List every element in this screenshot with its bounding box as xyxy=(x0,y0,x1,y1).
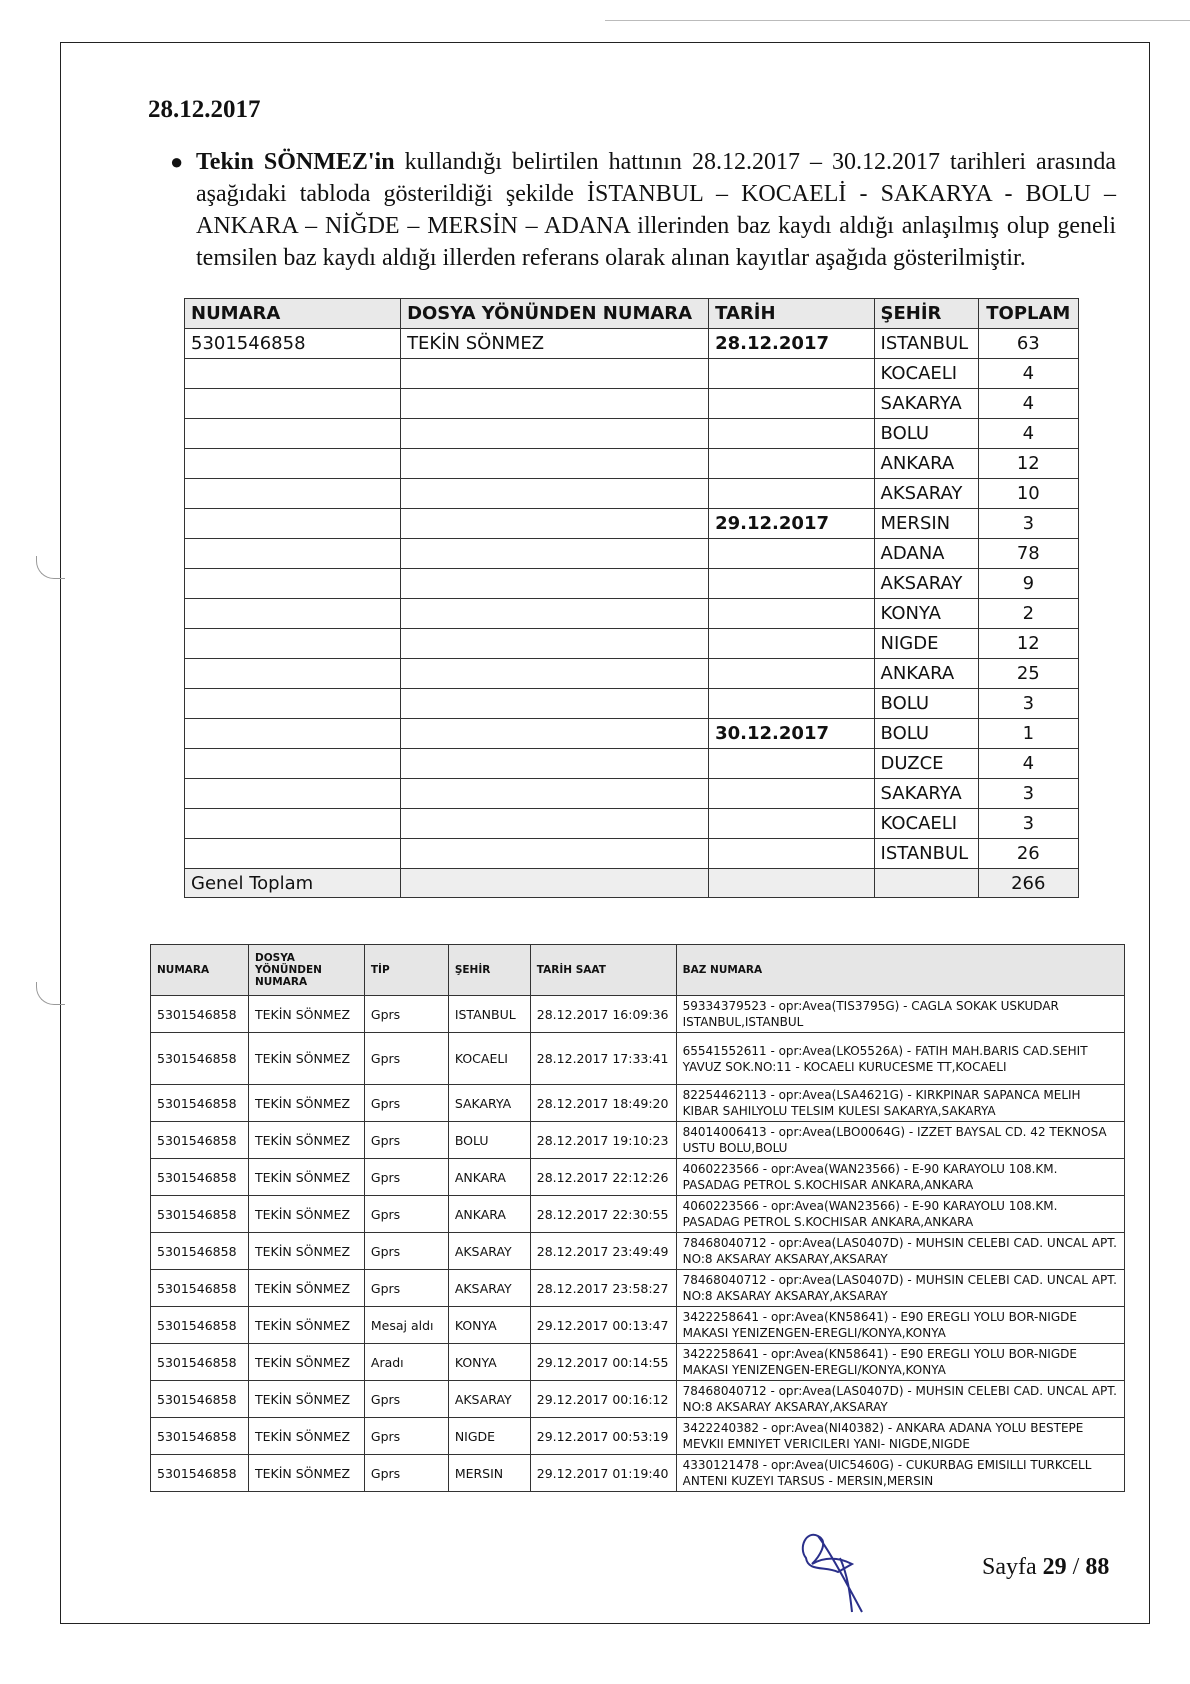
city-cell: NIGDE xyxy=(874,629,978,659)
subscriber-name-cell: TEKİN SÖNMEZ xyxy=(401,329,709,359)
signature-icon xyxy=(778,1512,918,1617)
summary-row xyxy=(185,569,1079,599)
city-cell: ISTANBUL xyxy=(448,996,530,1033)
city-cell: KONYA xyxy=(874,599,978,629)
date-cell xyxy=(709,689,874,719)
summary-header-cell: NUMARA xyxy=(185,299,401,329)
type-cell: Gprs xyxy=(364,1381,448,1418)
table-cell xyxy=(709,869,874,898)
summary-row xyxy=(185,539,1079,569)
paragraph-text: kullandığı belirtilen hattının 28.12.2017 – 30.12.2017 tarihleri arasında aşağıdaki tabloda gösterildiği şekilde İSTANBUL – KOCAELİ - SAKARYA - BOLU – ANKARA – NİĞDE – MERSİN – ADANA illerinden baz kaydı aldığı anlaşılmış olup geneli temsilen baz kaydı aldığı illerden referans olarak alınan kayıtlar aşağıda gösterilmiştir. xyxy=(196,149,1117,271)
date-cell: 28.12.2017 xyxy=(709,329,874,359)
subscriber-name-cell: TEKİN SÖNMEZ xyxy=(248,1033,364,1085)
base-station-cell: 3422258641 - opr:Avea(KN58641) - E90 EREGLI YOLU BOR-NIGDE MAKASI YENIZENGEN-EREGLI/KONYA,KONYA xyxy=(676,1307,1124,1344)
summary-row xyxy=(185,839,1079,869)
count-cell: 3 xyxy=(978,509,1078,539)
phone-number-cell xyxy=(185,509,401,539)
datetime-cell: 28.12.2017 22:12:26 xyxy=(530,1159,676,1196)
phone-number-cell xyxy=(185,629,401,659)
count-cell: 9 xyxy=(978,569,1078,599)
summary-header-cell: TOPLAM xyxy=(978,299,1078,329)
bullet-icon: ● xyxy=(170,149,184,174)
type-cell: Gprs xyxy=(364,1122,448,1159)
subscriber-name-cell xyxy=(401,719,709,749)
subscriber-name-cell xyxy=(401,839,709,869)
date-cell xyxy=(709,659,874,689)
city-cell: BOLU xyxy=(874,419,978,449)
date-cell: 30.12.2017 xyxy=(709,719,874,749)
subscriber-name-cell xyxy=(401,359,709,389)
city-cell: ISTANBUL xyxy=(874,329,978,359)
type-cell: Mesaj aldı xyxy=(364,1307,448,1344)
count-cell: 3 xyxy=(978,809,1078,839)
type-cell: Gprs xyxy=(364,1159,448,1196)
subscriber-name-cell: TEKİN SÖNMEZ xyxy=(248,1122,364,1159)
phone-number-cell: 5301546858 xyxy=(151,1381,249,1418)
current-page: 29 xyxy=(1042,1554,1067,1580)
detail-row xyxy=(151,1344,1125,1381)
city-cell: BOLU xyxy=(448,1122,530,1159)
summary-row xyxy=(185,509,1079,539)
city-cell: ANKARA xyxy=(448,1196,530,1233)
datetime-cell: 29.12.2017 00:16:12 xyxy=(530,1381,676,1418)
city-cell: ANKARA xyxy=(448,1159,530,1196)
city-cell: KONYA xyxy=(448,1344,530,1381)
summary-row xyxy=(185,749,1079,779)
detail-header-cell: TİP xyxy=(364,945,448,996)
datetime-cell: 29.12.2017 01:19:40 xyxy=(530,1455,676,1492)
city-cell: AKSARAY xyxy=(448,1270,530,1307)
count-cell: 4 xyxy=(978,389,1078,419)
subscriber-name-cell xyxy=(401,689,709,719)
date-cell xyxy=(709,839,874,869)
summary-row xyxy=(185,329,1079,359)
subscriber-name-cell xyxy=(401,389,709,419)
summary-header-cell: DOSYA YÖNÜNDEN NUMARA xyxy=(401,299,709,329)
subscriber-name-cell xyxy=(401,749,709,779)
city-cell: NIGDE xyxy=(448,1418,530,1455)
subscriber-name-cell: TEKİN SÖNMEZ xyxy=(248,1344,364,1381)
total-value: 266 xyxy=(978,869,1078,898)
base-station-cell: 78468040712 - opr:Avea(LAS0407D) - MUHSIN CELEBI CAD. UNCAL APT. NO:8 AKSARAY AKSARAY,AKSARAY xyxy=(676,1270,1124,1307)
date-cell xyxy=(709,779,874,809)
detail-header-cell: TARİH SAAT xyxy=(530,945,676,996)
type-cell: Gprs xyxy=(364,1085,448,1122)
city-cell: AKSARAY xyxy=(448,1381,530,1418)
subscriber-name-cell xyxy=(401,479,709,509)
subscriber-name-cell: TEKİN SÖNMEZ xyxy=(248,1418,364,1455)
table-cell xyxy=(874,869,978,898)
city-cell: ANKARA xyxy=(874,449,978,479)
date-cell xyxy=(709,569,874,599)
table-cell xyxy=(401,869,709,898)
phone-number-cell xyxy=(185,359,401,389)
city-cell: AKSARAY xyxy=(874,569,978,599)
detail-header-cell: DOSYA YÖNÜNDEN NUMARA xyxy=(248,945,364,996)
datetime-cell: 28.12.2017 23:49:49 xyxy=(530,1233,676,1270)
subscriber-name-cell: TEKİN SÖNMEZ xyxy=(248,1233,364,1270)
city-cell: AKSARAY xyxy=(874,479,978,509)
base-station-cell: 82254462113 - opr:Avea(LSA4621G) - KIRKPINAR SAPANCA MELIH KIBAR SAHILYOLU TELSIM KULESI SAKARYA,SAKARYA xyxy=(676,1085,1124,1122)
phone-number-cell xyxy=(185,689,401,719)
punch-hole-mark xyxy=(36,556,65,579)
phone-number-cell xyxy=(185,479,401,509)
detail-header-cell: BAZ NUMARA xyxy=(676,945,1124,996)
city-cell: BOLU xyxy=(874,719,978,749)
date-cell xyxy=(709,629,874,659)
subscriber-name-cell xyxy=(401,599,709,629)
city-cell: DUZCE xyxy=(874,749,978,779)
summary-row xyxy=(185,419,1079,449)
detail-row xyxy=(151,1196,1125,1233)
detail-row xyxy=(151,1233,1125,1270)
detail-header-row xyxy=(151,945,1125,996)
detail-row xyxy=(151,1307,1125,1344)
count-cell: 10 xyxy=(978,479,1078,509)
phone-number-cell xyxy=(185,749,401,779)
top-rule xyxy=(605,20,1190,21)
detail-row xyxy=(151,1085,1125,1122)
datetime-cell: 28.12.2017 18:49:20 xyxy=(530,1085,676,1122)
subscriber-name-cell xyxy=(401,539,709,569)
intro-paragraph xyxy=(170,146,1117,274)
subscriber-name-cell xyxy=(401,779,709,809)
subscriber-name-cell: TEKİN SÖNMEZ xyxy=(248,996,364,1033)
phone-number-cell: 5301546858 xyxy=(151,1418,249,1455)
phone-number-cell xyxy=(185,599,401,629)
city-cell: KOCAELI xyxy=(448,1033,530,1085)
datetime-cell: 29.12.2017 00:13:47 xyxy=(530,1307,676,1344)
summary-table xyxy=(184,298,1079,898)
city-cell: SAKARYA xyxy=(874,389,978,419)
count-cell: 25 xyxy=(978,659,1078,689)
phone-number-cell: 5301546858 xyxy=(151,1270,249,1307)
count-cell: 4 xyxy=(978,419,1078,449)
base-station-cell: 3422240382 - opr:Avea(NI40382) - ANKARA ADANA YOLU BESTEPE MEVKII EMNIYET VERICILERI YANI- NIGDE,NIGDE xyxy=(676,1418,1124,1455)
subscriber-name-cell xyxy=(401,659,709,689)
base-station-cell: 4330121478 - opr:Avea(UIC5460G) - CUKURBAG EMISILLI TURKCELL ANTENI KUZEYI TARSUS - MERSIN,MERSIN xyxy=(676,1455,1124,1492)
city-cell: BOLU xyxy=(874,689,978,719)
count-cell: 3 xyxy=(978,779,1078,809)
summary-row xyxy=(185,689,1079,719)
detail-header-cell: NUMARA xyxy=(151,945,249,996)
subscriber-name-cell xyxy=(401,449,709,479)
type-cell: Gprs xyxy=(364,1233,448,1270)
subscriber-name-cell: TEKİN SÖNMEZ xyxy=(248,1381,364,1418)
subject-name: Tekin SÖNMEZ'in xyxy=(196,149,395,175)
page-prefix: Sayfa xyxy=(982,1554,1043,1580)
type-cell: Aradı xyxy=(364,1344,448,1381)
detail-table xyxy=(150,944,1125,1492)
city-cell: SAKARYA xyxy=(874,779,978,809)
detail-header-cell: ŞEHİR xyxy=(448,945,530,996)
base-station-cell: 4060223566 - opr:Avea(WAN23566) - E-90 KARAYOLU 108.KM. PASADAG PETROL S.KOCHISAR ANKARA,ANKARA xyxy=(676,1159,1124,1196)
type-cell: Gprs xyxy=(364,1455,448,1492)
phone-number-cell xyxy=(185,719,401,749)
phone-number-cell: 5301546858 xyxy=(151,1196,249,1233)
detail-row xyxy=(151,1033,1125,1085)
subscriber-name-cell: TEKİN SÖNMEZ xyxy=(248,1159,364,1196)
count-cell: 12 xyxy=(978,629,1078,659)
summary-total-row xyxy=(185,869,1079,898)
summary-row xyxy=(185,389,1079,419)
city-cell: ANKARA xyxy=(874,659,978,689)
phone-number-cell: 5301546858 xyxy=(151,1085,249,1122)
subscriber-name-cell xyxy=(401,419,709,449)
summary-row xyxy=(185,599,1079,629)
page-separator: / xyxy=(1066,1554,1086,1580)
detail-row xyxy=(151,1455,1125,1492)
date-cell xyxy=(709,449,874,479)
subscriber-name-cell: TEKİN SÖNMEZ xyxy=(248,1307,364,1344)
phone-number-cell xyxy=(185,389,401,419)
summary-row xyxy=(185,809,1079,839)
subscriber-name-cell xyxy=(401,569,709,599)
type-cell: Gprs xyxy=(364,1033,448,1085)
city-cell: KONYA xyxy=(448,1307,530,1344)
phone-number-cell xyxy=(185,449,401,479)
datetime-cell: 29.12.2017 00:14:55 xyxy=(530,1344,676,1381)
base-station-cell: 78468040712 - opr:Avea(LAS0407D) - MUHSIN CELEBI CAD. UNCAL APT. NO:8 AKSARAY AKSARAY,AKSARAY xyxy=(676,1233,1124,1270)
phone-number-cell: 5301546858 xyxy=(151,996,249,1033)
count-cell: 78 xyxy=(978,539,1078,569)
type-cell: Gprs xyxy=(364,996,448,1033)
phone-number-cell: 5301546858 xyxy=(151,1159,249,1196)
type-cell: Gprs xyxy=(364,1196,448,1233)
date-cell xyxy=(709,479,874,509)
datetime-cell: 28.12.2017 22:30:55 xyxy=(530,1196,676,1233)
detail-row xyxy=(151,1418,1125,1455)
phone-number-cell xyxy=(185,839,401,869)
summary-header-row xyxy=(185,299,1079,329)
count-cell: 12 xyxy=(978,449,1078,479)
summary-row xyxy=(185,629,1079,659)
subscriber-name-cell xyxy=(401,629,709,659)
city-cell: MERSIN xyxy=(874,509,978,539)
phone-number-cell: 5301546858 xyxy=(151,1122,249,1159)
summary-header-cell: TARİH xyxy=(709,299,874,329)
summary-row xyxy=(185,659,1079,689)
date-cell xyxy=(709,359,874,389)
detail-row xyxy=(151,1159,1125,1196)
total-pages: 88 xyxy=(1085,1554,1110,1580)
punch-hole-mark xyxy=(36,982,65,1005)
city-cell: ADANA xyxy=(874,539,978,569)
subscriber-name-cell: TEKİN SÖNMEZ xyxy=(248,1270,364,1307)
phone-number-cell: 5301546858 xyxy=(151,1455,249,1492)
city-cell: KOCAELI xyxy=(874,359,978,389)
summary-header-cell: ŞEHİR xyxy=(874,299,978,329)
datetime-cell: 28.12.2017 16:09:36 xyxy=(530,996,676,1033)
total-label: Genel Toplam xyxy=(185,869,401,898)
city-cell: AKSARAY xyxy=(448,1233,530,1270)
summary-row xyxy=(185,479,1079,509)
summary-row xyxy=(185,359,1079,389)
city-cell: ISTANBUL xyxy=(874,839,978,869)
type-cell: Gprs xyxy=(364,1270,448,1307)
count-cell: 4 xyxy=(978,359,1078,389)
phone-number-cell: 5301546858 xyxy=(151,1233,249,1270)
summary-row xyxy=(185,779,1079,809)
base-station-cell: 59334379523 - opr:Avea(TIS3795G) - CAGLA SOKAK USKUDAR ISTANBUL,ISTANBUL xyxy=(676,996,1124,1033)
summary-row xyxy=(185,449,1079,479)
phone-number-cell: 5301546858 xyxy=(151,1344,249,1381)
date-cell xyxy=(709,809,874,839)
count-cell: 26 xyxy=(978,839,1078,869)
detail-row xyxy=(151,1270,1125,1307)
city-cell: MERSIN xyxy=(448,1455,530,1492)
type-cell: Gprs xyxy=(364,1418,448,1455)
summary-row xyxy=(185,719,1079,749)
subscriber-name-cell: TEKİN SÖNMEZ xyxy=(248,1196,364,1233)
date-cell xyxy=(709,539,874,569)
date-cell: 29.12.2017 xyxy=(709,509,874,539)
subscriber-name-cell xyxy=(401,809,709,839)
count-cell: 1 xyxy=(978,719,1078,749)
datetime-cell: 28.12.2017 23:58:27 xyxy=(530,1270,676,1307)
datetime-cell: 29.12.2017 00:53:19 xyxy=(530,1418,676,1455)
phone-number-cell xyxy=(185,659,401,689)
count-cell: 63 xyxy=(978,329,1078,359)
base-station-cell: 3422258641 - opr:Avea(KN58641) - E90 EREGLI YOLU BOR-NIGDE MAKASI YENIZENGEN-EREGLI/KONYA,KONYA xyxy=(676,1344,1124,1381)
detail-row xyxy=(151,1381,1125,1418)
base-station-cell: 4060223566 - opr:Avea(WAN23566) - E-90 KARAYOLU 108.KM. PASADAG PETROL S.KOCHISAR ANKARA,ANKARA xyxy=(676,1196,1124,1233)
date-cell xyxy=(709,599,874,629)
date-heading: 28.12.2017 xyxy=(148,96,261,123)
phone-number-cell xyxy=(185,569,401,599)
count-cell: 3 xyxy=(978,689,1078,719)
date-cell xyxy=(709,419,874,449)
phone-number-cell xyxy=(185,809,401,839)
phone-number-cell xyxy=(185,419,401,449)
detail-row xyxy=(151,1122,1125,1159)
subscriber-name-cell: TEKİN SÖNMEZ xyxy=(248,1085,364,1122)
base-station-cell: 65541552611 - opr:Avea(LKO5526A) - FATIH MAH.BARIS CAD.SEHIT YAVUZ SOK.NO:11 - KOCAELI KURUCESME TT,KOCAELI xyxy=(676,1033,1124,1085)
phone-number-cell xyxy=(185,539,401,569)
date-cell xyxy=(709,749,874,779)
detail-table-body xyxy=(151,996,1125,1492)
date-cell xyxy=(709,389,874,419)
base-station-cell: 84014006413 - opr:Avea(LBO0064G) - IZZET BAYSAL CD. 42 TEKNOSA USTU BOLU,BOLU xyxy=(676,1122,1124,1159)
base-station-cell: 78468040712 - opr:Avea(LAS0407D) - MUHSIN CELEBI CAD. UNCAL APT. NO:8 AKSARAY AKSARAY,AKSARAY xyxy=(676,1381,1124,1418)
city-cell: KOCAELI xyxy=(874,809,978,839)
page-number xyxy=(982,1554,1109,1581)
phone-number-cell: 5301546858 xyxy=(151,1033,249,1085)
city-cell: SAKARYA xyxy=(448,1085,530,1122)
phone-number-cell: 5301546858 xyxy=(151,1307,249,1344)
datetime-cell: 28.12.2017 19:10:23 xyxy=(530,1122,676,1159)
subscriber-name-cell: TEKİN SÖNMEZ xyxy=(248,1455,364,1492)
datetime-cell: 28.12.2017 17:33:41 xyxy=(530,1033,676,1085)
detail-row xyxy=(151,996,1125,1033)
count-cell: 4 xyxy=(978,749,1078,779)
subscriber-name-cell xyxy=(401,509,709,539)
phone-number-cell: 5301546858 xyxy=(185,329,401,359)
phone-number-cell xyxy=(185,779,401,809)
count-cell: 2 xyxy=(978,599,1078,629)
summary-table-body xyxy=(185,329,1079,869)
